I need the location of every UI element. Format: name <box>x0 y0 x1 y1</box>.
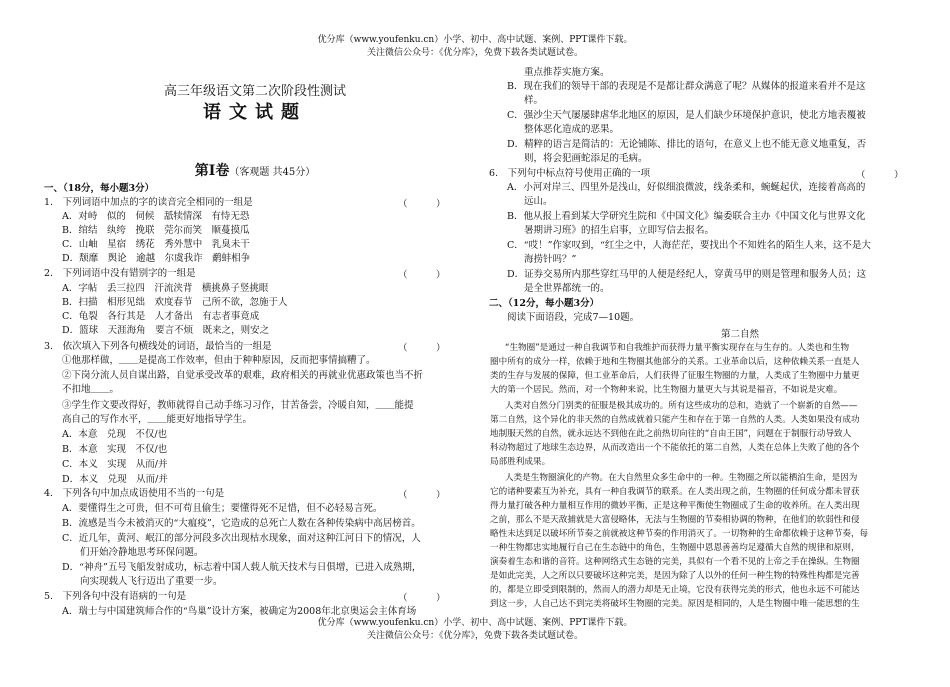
question-6: 6. 下列句中标点符号使用正确的一项 <box>489 168 651 179</box>
q2-option-c: C．龟裂 各行其是 人才备出 有志者事竟成 <box>62 311 260 322</box>
q5-option-d-cont: 则，将会犯画蛇添足的毛病。 <box>524 153 648 164</box>
q2-option-a: A．字帖 丢三拉四 汗流浃背 横挑鼻子竖挑眼 <box>62 283 269 294</box>
essay-line: 的，都是立即受到限制的，然而人的潜力却是无止境，它没有获得完美的形式，他也永远不可能达 <box>490 585 860 595</box>
essay-line: 圈中所有的成分一样，依赖于地和生物圈其他部分的关系。工业革命以后，这种依赖关系一直是人 <box>490 357 860 367</box>
essay-line: 科动物超过了地球生态边界，从而改造出一个不能依托的第二自然，人类在总体上失败了他的各个 <box>490 443 860 453</box>
header-line-2: 关注微信公众号：《优分库》，免费下载各类试题试卷。 <box>366 48 583 58</box>
essay-line: 第二自然，这个异化的非天然的自然成就着只能产生和存在于第一自然的人类。人类如果没有成功 <box>490 415 860 425</box>
q6-option-d-cont: 是全世界都统一的。 <box>524 283 610 294</box>
answer-paren-q5: （ ） <box>398 593 446 604</box>
q2-option-d: D．篮球 天涯海角 要言不烦 既来之，则安之 <box>62 325 270 336</box>
q5-option-c-cont: 整体恶化造成的恶果。 <box>524 124 620 135</box>
volume-note: （客观题 共45分） <box>229 167 316 178</box>
q6-option-b: B．他从报上看到某大学研究生院和《中国文化》编委联合主办《中国文化与世界文化 <box>507 211 866 222</box>
q3-sentence-1: ①他那样做，＿＿是提高工作效率，但由于种种原因，反而把事情搞糟了。 <box>62 355 376 366</box>
q6-option-d: D．证券交易所内那些穿红马甲的人便是经纪人，穿黄马甲的则是管理和服务人员；这 <box>507 269 867 280</box>
q5-option-a: A．瑞士与中国建筑师合作的“鸟巢”设计方案，被确定为2008年北京奥运会主体育场 <box>62 606 417 617</box>
volume-name: 第Ⅰ卷 <box>194 163 230 179</box>
essay-line: 之前，那么不是天敌捕就是大富侵略体，无法与生物圈的节奏相协调的物种，在他们的软弱性和侵 <box>490 515 860 525</box>
answer-paren-q6: （ ） <box>856 170 904 181</box>
q1-option-a: A．对峙 似的 伺候 舐犊情深 有恃无恐 <box>62 211 250 222</box>
q1-option-b: B．绾结 纨绔 挽联 莞尔而笑 顺蔓摸瓜 <box>62 225 250 236</box>
q4-option-d-cont: 向实现载人飞行迈出了重要一步。 <box>80 576 223 587</box>
q3-option-a: A．本意 兑现 不仅/也 <box>62 429 168 440</box>
page-header <box>0 34 950 60</box>
essay-line: 演奏着生态和谐的音符。这种网络式生态链的完美，具似有一个看不见的上帝之手在操纵。生物圈 <box>490 557 860 567</box>
essay-line: 到这一步，人自己达不到完美将破坏生物圈的完美。原因是相同的，人是生物圈中唯一能思想的生 <box>490 599 860 609</box>
answer-paren-q2: （ ） <box>398 270 446 281</box>
q5-option-b-cont: 样。 <box>524 95 544 106</box>
section-one-heading: 一、（18分，每小题3分） <box>44 183 155 194</box>
q4-option-b: B．流感是当今未被消灭的“大瘟疫”，它造成的总死亡人数在各种传染病中高居榜首。 <box>62 518 421 529</box>
answer-paren-q1: （ ） <box>398 199 446 210</box>
essay-line: 它的诸种要素互为补充，具有一种自我调节的联系。在人类出现之前，生物圈的任何成分都未冒获 <box>490 487 860 497</box>
header-line-1: 优分库（www.youfenku.cn）小学、初中、高中试题、案例、PPT课件下载。 <box>317 35 633 45</box>
q5-option-c: C．强沙尘天气屡屡肆虐华北地区的原因，是人们缺少环境保护意识，使北方地表覆被 <box>507 110 866 121</box>
answer-paren-q3: （ ） <box>398 343 446 354</box>
page-footer <box>0 617 950 643</box>
essay-line: 得力量打破各种力量相互作用的微妙平衡，正是这种平衡使生物圈成了生命的收养所。在人类出现 <box>490 501 860 511</box>
footer-line-1: 优分库（www.youfenku.cn）小学、初中、高中试题、案例、PPT课件下载。 <box>317 618 633 628</box>
q3-option-c: C．本义 实现 从而/并 <box>62 459 168 470</box>
q3-option-d: D．本义 兑现 从而/并 <box>62 474 168 485</box>
q6-option-c-cont: 海捞针吗？” <box>524 254 577 265</box>
question-4: 4. 下列各句中加点成语使用不当的一句是 <box>44 488 225 499</box>
question-3: 3. 依次填入下列各句横线处的词语，最恰当的一组是 <box>44 341 272 352</box>
answer-paren-q4: （ ） <box>398 490 446 501</box>
exam-subtitle: 高三年级语文第二次阶段性测试 <box>163 84 346 99</box>
essay-line: 人类是生物圈演化的产物。在大自然里众多生命中的一种。生物圈之所以能栖泊生命，是因为 <box>505 473 858 483</box>
essay-line: 一种生物都忠实地履行自己在生态链中的角色，生物圈中恩恩善善均足遵循大自然的规律和原则， <box>490 543 860 553</box>
q6-option-a: A．小河对岸三、四里外是浅山，好似细浪微波，线条柔和，蜿蜒起伏，连接着高高的 <box>507 182 866 193</box>
footer-line-2: 关注微信公众号：《优分库》，免费下载各类试题试卷。 <box>366 631 583 641</box>
essay-line: 人类对自然分门别类的征服是极其成功的。所有这些成功的总和，造就了一个崭新的自然—— <box>505 401 858 411</box>
q6-option-c: C．“哎！”作家叹到，“红尘之中，人海茫茫，要找出个不知姓名的陌生人来，这不是大 <box>507 240 871 251</box>
q6-option-a-cont: 远山。 <box>524 196 553 207</box>
essay-line: 略性未达到足以破坏所节奏之前就被这种节奏的作用消灭了。一切物种的生命都依赖于这种节奏，每 <box>490 529 869 539</box>
volume-heading <box>130 160 380 180</box>
q1-option-c: C．山岫 星宿 绣花 秀外慧中 乳臭未干 <box>62 239 250 250</box>
q4-option-d: D．“神舟”五号飞船发射成功，标志着中国人载人航天技术与日俱增，已进入成熟期， <box>62 562 422 573</box>
essay-title: 第二自然 <box>720 329 759 340</box>
q2-option-b: B．扫描 相形见绌 欢度春节 己所不欲，忽施于人 <box>62 297 288 308</box>
q1-option-d: D．颓靡 舆论 逾越 尔虞我诈 鹬蚌相争 <box>62 253 251 264</box>
q3-sentence-2-cont: 不扣地＿＿。 <box>62 384 120 395</box>
q5-option-b: B．现在我们的领导干部的表现是不是都让群众满意了呢？从媒体的报道来看并不是这 <box>507 81 866 92</box>
q3-sentence-2: ②下岗分流人员自谋出路，自觉承受改革的艰难，政府相关的再就业优惠政策也当不折 <box>62 370 424 381</box>
essay-line: 大的第一个居民。然而，对一个物种来说，比生物圈力量更大与其说是福音，不如说是灾难。 <box>490 385 843 395</box>
section-two-heading: 二、（12分，每小题3分） <box>489 298 600 309</box>
q4-option-a: A．要懂得生之可贵，但不可苟且偷生；要懂得死不足惜，但不必轻易言死。 <box>62 503 383 514</box>
essay-line: 地制服天然的自然，就永远达不到他在此之前热切向往的“自由王国”，问题在于制服行动导致人 <box>490 429 852 439</box>
essay-line: 类的生存与发展的保障，但工业革命后，人们获得了征服生物圈的力量，人类成了生物圈中力量更 <box>490 371 860 381</box>
essay-line: “生物圈”是通过一种自我调节和自我维护而获得力量平衡实现存在与生存的。人类也和生物 <box>505 343 850 353</box>
question-1: 1. 下列词语中加点的字的读音完全相同的一组是 <box>44 197 253 208</box>
exam-title: 语文试题 <box>203 102 307 123</box>
q3-option-b: B．本意 实现 不仅/也 <box>62 444 168 455</box>
question-2: 2. 下列词语中没有错别字的一组是 <box>44 268 196 279</box>
reading-instruction: 阅读下面语段，完成7—10题。 <box>507 312 640 323</box>
q3-sentence-3-cont: 高自己的写作水平，＿＿能更好地指导学生。 <box>62 414 253 425</box>
q6-option-b-cont: 暑期讲习班》的招生启事，立即写信去报名。 <box>524 225 715 236</box>
q3-sentence-3: ③学生作文要改得好，教师就得自己动手练习习作，甘苦备尝，冷暖自知，＿＿能提 <box>62 400 414 411</box>
q4-option-c-cont: 们开始冷静地思考环保问题。 <box>80 547 204 558</box>
question-5: 5. 下列各句中没有语病的一句是 <box>44 591 187 602</box>
essay-line: 局部胜利成果。 <box>490 457 551 467</box>
essay-line: 是如此完美，人之所以只要破坏这种完美，是因为除了人以外的任何一种生物的特殊性构都是完善 <box>490 571 860 581</box>
q5-option-d: D．精粹的语言是简洁的：无论铺陈、排比的语句，在意义上也不能无意义地重复，否 <box>507 139 867 150</box>
q4-option-c: C．近几年，黄河、岷江的部分河段多次出现枯水现象，面对这种江河日下的情况，人 <box>62 533 421 544</box>
q5-option-a-cont: 重点推荐实施方案。 <box>524 67 610 78</box>
